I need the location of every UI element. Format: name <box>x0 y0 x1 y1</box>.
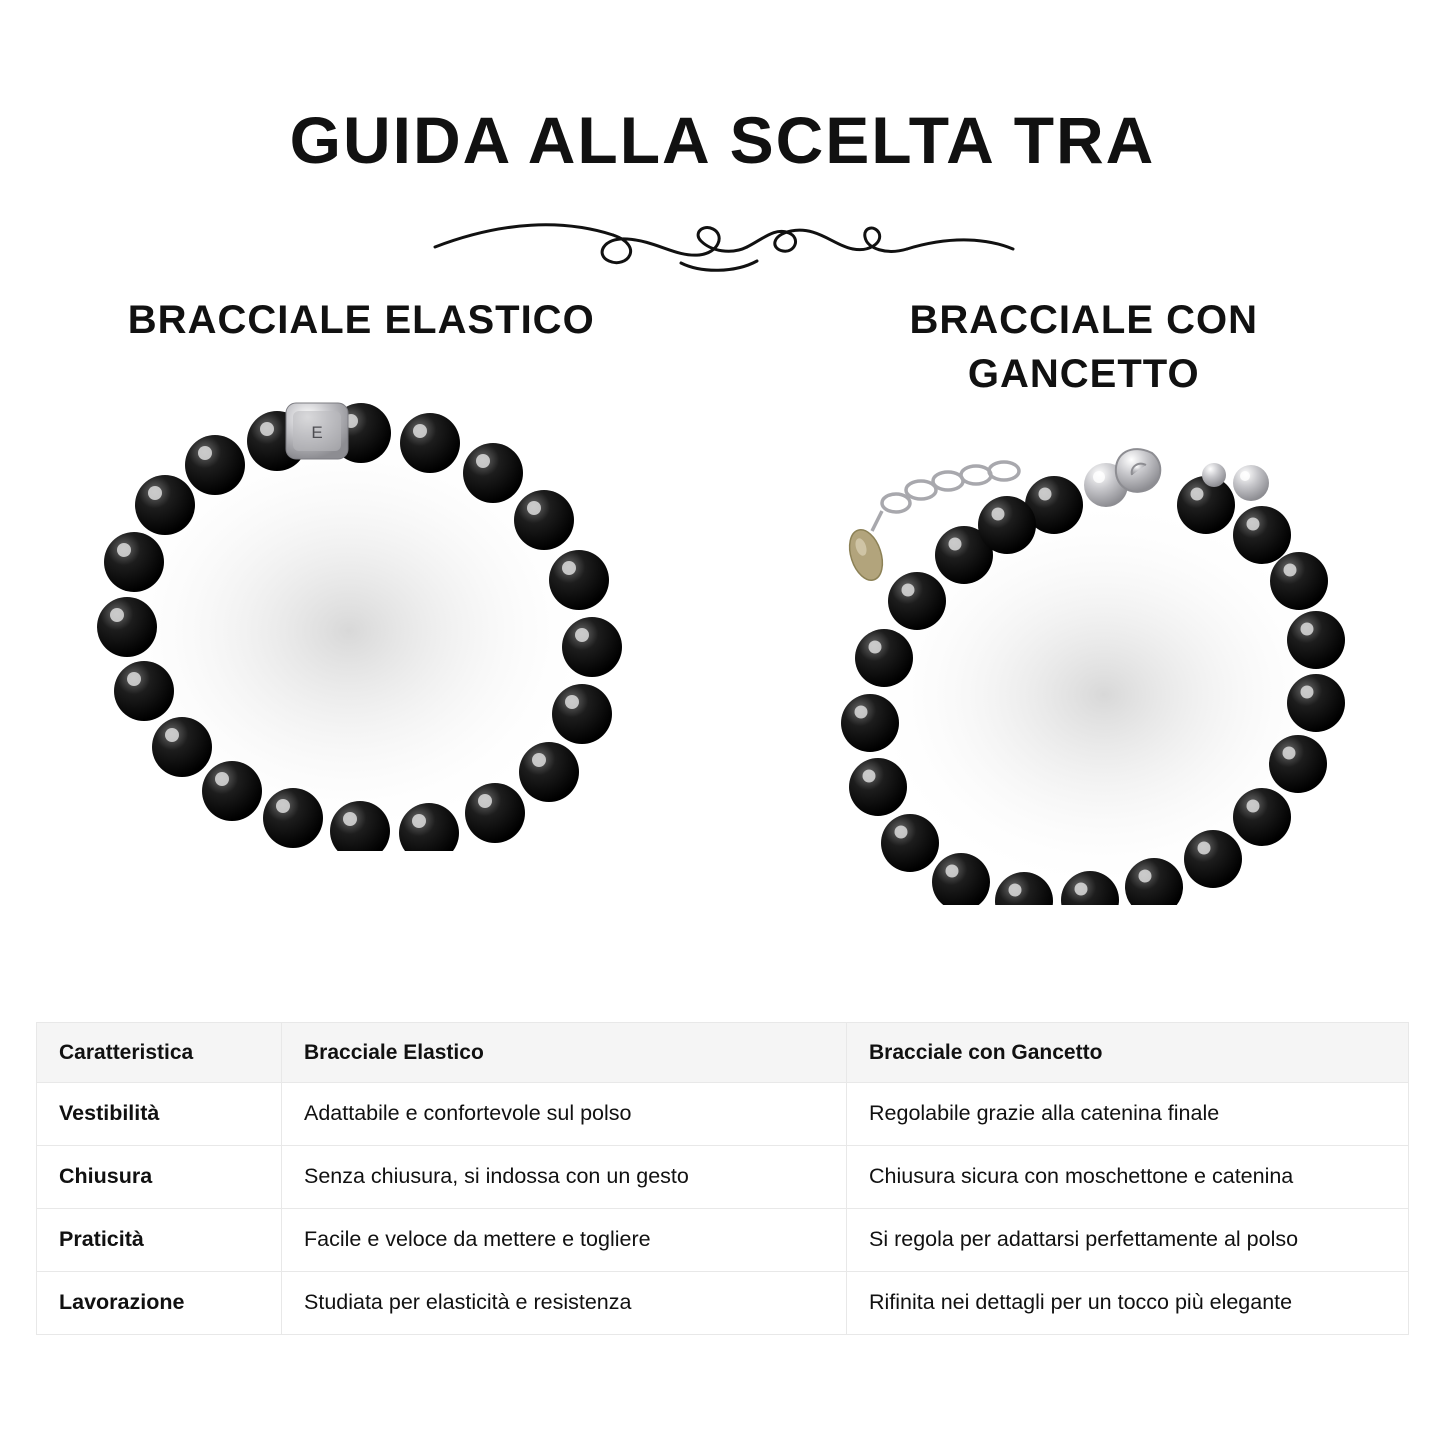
table-header-elastic: Bracciale Elastico <box>282 1023 847 1083</box>
ornamental-divider <box>0 211 1445 281</box>
clasp-bracelet-photo <box>754 435 1414 905</box>
row-feature-vestibilita: Vestibilità <box>37 1083 282 1146</box>
column-title-elastic: BRACCIALE ELASTICO <box>127 297 595 342</box>
table-row <box>37 1272 1409 1335</box>
logo-tube-bead <box>286 403 348 459</box>
cell-clasp-praticita: Si regola per adattarsi perfettamente al polso <box>847 1209 1409 1272</box>
table-row <box>37 1083 1409 1146</box>
column-title-clasp: BRACCIALE CON GANCETTO <box>909 297 1259 396</box>
svg-text:E: E <box>311 422 323 442</box>
table-body <box>37 1083 1409 1335</box>
column-elastic <box>0 293 723 905</box>
cell-elastic-lavorazione: Studiata per elasticità e resistenza <box>282 1272 847 1335</box>
table-header-feature: Caratteristica <box>37 1023 282 1083</box>
cell-elastic-chiusura: Senza chiusura, si indossa con un gesto <box>282 1146 847 1209</box>
row-feature-lavorazione: Lavorazione <box>37 1272 282 1335</box>
comparison-table-wrapper <box>36 1022 1409 1335</box>
table-header <box>37 1023 1409 1083</box>
cell-clasp-vestibilita: Regolabile grazie alla catenina finale <box>847 1083 1409 1146</box>
comparison-table <box>36 1022 1409 1335</box>
cell-elastic-vestibilita: Adattabile e confortevole sul polso <box>282 1083 847 1146</box>
table-header-row <box>37 1023 1409 1083</box>
table-row <box>37 1146 1409 1209</box>
page-title: GUIDA ALLA SCELTA TRA <box>289 103 1156 177</box>
lobster-clasp-icon <box>1116 449 1160 492</box>
table-row <box>37 1209 1409 1272</box>
cell-elastic-praticita: Facile e veloce da mettere e togliere <box>282 1209 847 1272</box>
table-header-clasp: Bracciale con Gancetto <box>847 1023 1409 1083</box>
column-clasp <box>723 293 1445 905</box>
row-feature-praticita: Praticità <box>37 1209 282 1272</box>
cell-clasp-chiusura: Chiusura sicura con moschettone e catenina <box>847 1146 1409 1209</box>
cell-clasp-lavorazione: Rifinita nei dettagli per un tocco più elegante <box>847 1272 1409 1335</box>
bracelet-comparison-columns <box>0 293 1445 905</box>
metal-spacer-beads <box>1084 463 1269 507</box>
row-feature-chiusura: Chiusura <box>37 1146 282 1209</box>
elastic-bracelet-photo <box>31 381 691 851</box>
brand-charm-icon <box>843 525 888 584</box>
